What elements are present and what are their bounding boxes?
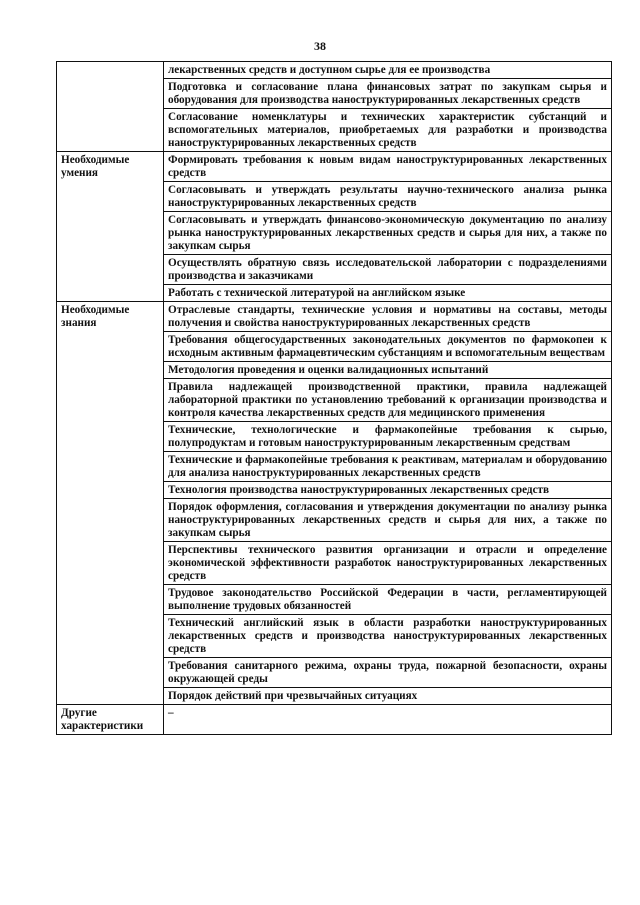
requirements-table-body [57,62,612,735]
requirement-cell: Требования общегосударственных законодательных документов по фармокопеи к исходным активным фармацевтическим субстанциям и вспомогательным веществам [164,332,612,362]
section-label-actions [57,62,164,152]
requirements-table [56,61,612,735]
requirement-cell: Перспективы технического развития организации и отрасли и определение экономической эффективности разработок наноструктурированных лекарственных средств [164,542,612,585]
requirement-cell: Технические и фармакопейные требования к реактивам, материалам и оборудованию для анализа наноструктурированных лекарственных средств [164,452,612,482]
requirement-cell: Требования санитарного режима, охраны труда, пожарной безопасности, охраны окружающей среды [164,658,612,688]
requirement-cell: Согласовывать и утверждать финансово-экономическую документацию по анализу рынка наноструктурированных лекарственных средств и сырья для них, а также по закупкам сырья [164,212,612,255]
requirement-cell: Отраслевые стандарты, технические условия и нормативы на составы, методы получения и свойства наноструктурированных лекарственных средств [164,302,612,332]
requirement-cell: Осуществлять обратную связь исследовательской лаборатории с подразделениями производства и заказчиками [164,255,612,285]
requirement-cell: Методология проведения и оценки валидационных испытаний [164,362,612,379]
section-label-skills [57,152,164,302]
requirement-cell: Технология производства наноструктурированных лекарственных средств [164,482,612,499]
section-label-knowledge [57,302,164,705]
requirement-cell: лекарственных средств и доступном сырье для ее производства [164,62,612,79]
requirement-cell: Трудовое законодательство Российской Федерации в части, регламентирующей выполнение трудовых обязанностей [164,585,612,615]
requirement-cell: Порядок действий при чрезвычайных ситуациях [164,688,612,705]
table-row [57,152,612,182]
table-row [57,705,612,735]
requirement-cell: Согласование номенклатуры и технических характеристик субстанций и вспомогательных материалов, приобретаемых для разработки и производства наноструктурированных лекарственных средств [164,109,612,152]
section-label-other [57,705,164,735]
requirement-cell: – [164,705,612,735]
page-number: 38 [314,39,326,53]
requirement-cell: Правила надлежащей производственной практики, правила надлежащей лабораторной практики по установлению требований к организации производства и контроля качества лекарственных средств для медицинского применения [164,379,612,422]
requirement-cell: Подготовка и согласование плана финансовых затрат по закупкам сырья и оборудования для производства наноструктурированных лекарственных средств [164,79,612,109]
requirement-cell: Порядок оформления, согласования и утверждения документации по анализу рынка наноструктурированных лекарственных средств и сырья для них, а также по закупкам сырья [164,499,612,542]
section-label-text: Необходимые знания [61,304,130,329]
requirement-cell: Согласовывать и утверждать результаты научно-технического анализа рынка наноструктурированных лекарственных средств [164,182,612,212]
requirement-cell: Технические, технологические и фармакопейные требования к сырью, полупродуктам и готовым наноструктурированным лекарственным средствам [164,422,612,452]
requirement-cell: Формировать требования к новым видам наноструктурированных лекарственных средств [164,152,612,182]
requirement-cell: Работать с технической литературой на английском языке [164,285,612,302]
table-row [57,302,612,332]
table-row [57,62,612,79]
section-label-text: Необходимые умения [61,154,130,179]
requirement-cell: Технический английский язык в области разработки наноструктурированных лекарственных средств и производства наноструктурированных лекарственных средств [164,615,612,658]
section-label-text: Другие характеристики [61,707,144,732]
